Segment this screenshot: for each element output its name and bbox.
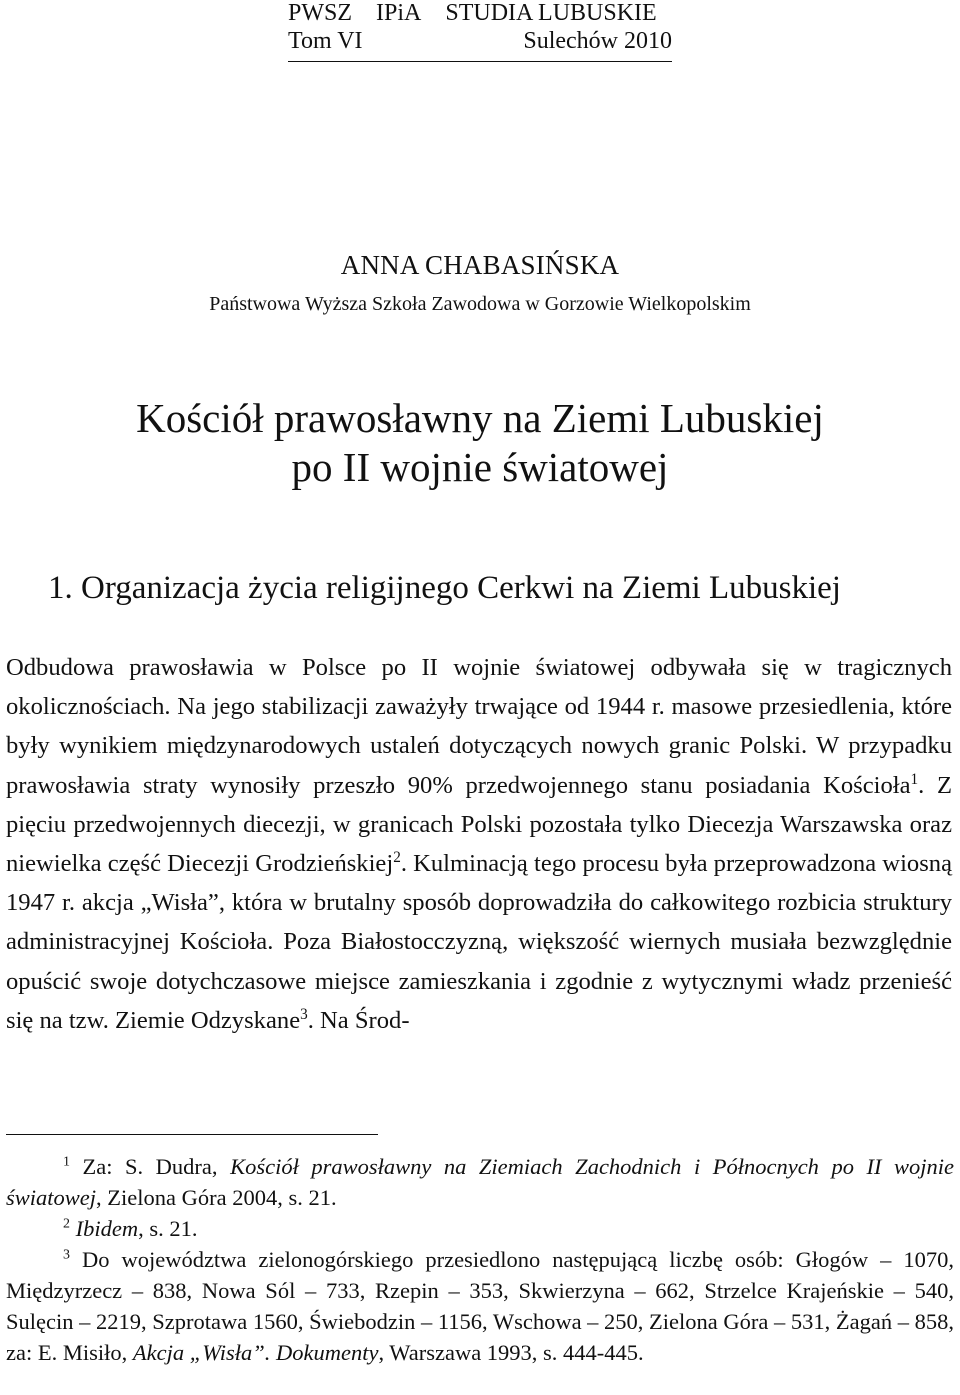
footnote-ref-3[interactable]: 3 (300, 1005, 308, 1023)
author-name: ANNA CHABASIŃSKA (340, 250, 620, 280)
journal-series (288, 0, 672, 27)
footnote-2-post: , s. 21. (138, 1216, 198, 1241)
section-heading: 1. Organizacja życia religijnego Cerkwi na Ziemi Lubuskiej (48, 570, 841, 606)
footnote-2-ibidem: Ibidem (75, 1216, 139, 1241)
footnote-3-pre: Do województwa zielonogórskiego przesiedlono następującą liczbę osób: Głogów – 1070, Międzyrzecz – 838, Nowa Sól – 733, Rzepin – 353, Skwierzyna – 662, Strzelce Krajeńskie – 540, Sulęcin – 2219, Szprotawa 1560, Świebodzin – 1156, Wschowa – 250, Zielona Góra – 531, Żagań – 858, za: E. Misiło, (6, 1247, 955, 1365)
footnote-1-pre: Za: S. Dudra, (82, 1154, 231, 1179)
body-text-part-2: . Z pięciu przedwojennych diecezji, w granicach Polski pozostała tylko Diecezja Warszawska oraz niewielka część Diecezji Grodzieńskiej (6, 771, 952, 878)
footnote-separator (6, 1134, 378, 1135)
body-text-part-4: . Na Środ- (307, 1006, 410, 1034)
publisher-name: PWSZ (288, 0, 353, 26)
footnote-number-2: 2 (63, 1216, 70, 1232)
footnote-3-cited-title: Akcja „Wisła”. Dokumenty (132, 1340, 379, 1365)
footnote-3-post: , Warszawa 1993, s. 444-445. (378, 1340, 644, 1365)
journal-volume-row (288, 27, 672, 55)
footnote-1-post: , Zielona Góra 2004, s. 21. (96, 1185, 337, 1210)
footnotes (6, 1151, 954, 1368)
author-affiliation: Państwowa Wyższa Szkoła Zawodowa w Gorzowie Wielkopolskim (209, 293, 751, 315)
body-text-part-3: . Kulminacją tego procesu była przeprowadzona wiosną 1947 r. akcja „Wisła”, która w brutalny sposób doprowadziła do całkowitego rozbicia struktury administracyjnej Kościoła. Poza Białostocczyzną, większość wiernych musiała bezwzględnie opuścić swoje dotychczasowe miejsce zamieszkania i zgodnie z wytycznymi władz przenieść się na tzw. Ziemie Odzyskane (6, 850, 952, 1034)
place-year: Sulechów 2010 (523, 28, 672, 54)
institute-name: IPiA (376, 0, 422, 26)
footnote-3 (6, 1244, 954, 1368)
footnote-1 (6, 1151, 954, 1213)
footnote-ref-2[interactable]: 2 (393, 848, 401, 866)
title-line-1: Kościół prawosławny na Ziemi Lubuskiej (136, 395, 824, 441)
footnote-2 (6, 1213, 954, 1244)
footnote-number-3: 3 (63, 1247, 70, 1263)
footnote-1-cited-title: Kościół prawosławny na Ziemiach Zachodnich i Północnych po II wojnie światowej (6, 1154, 954, 1210)
title-line-2: po II wojnie światowej (291, 444, 669, 490)
body-paragraph (6, 648, 952, 1040)
journal-name: STUDIA LUBUSKIE (445, 0, 657, 26)
footnote-ref-1[interactable]: 1 (910, 770, 919, 788)
article-title (0, 394, 960, 492)
volume-number: Tom VI (288, 28, 363, 54)
body-text-part-1: Odbudowa prawosławia w Polsce po II wojnie światowej odbywała się w tragicznych okolicznościach. Na jego stabilizacji zaważyły trwające od 1944 r. masowe przesiedlenia, które były wynikiem międzynarodowych ustaleń dotyczących nowych granic Polski. W przypadku prawosławia straty wynosiły przeszło 90% przedwojennego stanu posiadania Kościoła (6, 654, 952, 799)
header-rule (288, 61, 672, 62)
footnote-number-1: 1 (63, 1154, 70, 1170)
journal-header (288, 0, 672, 62)
